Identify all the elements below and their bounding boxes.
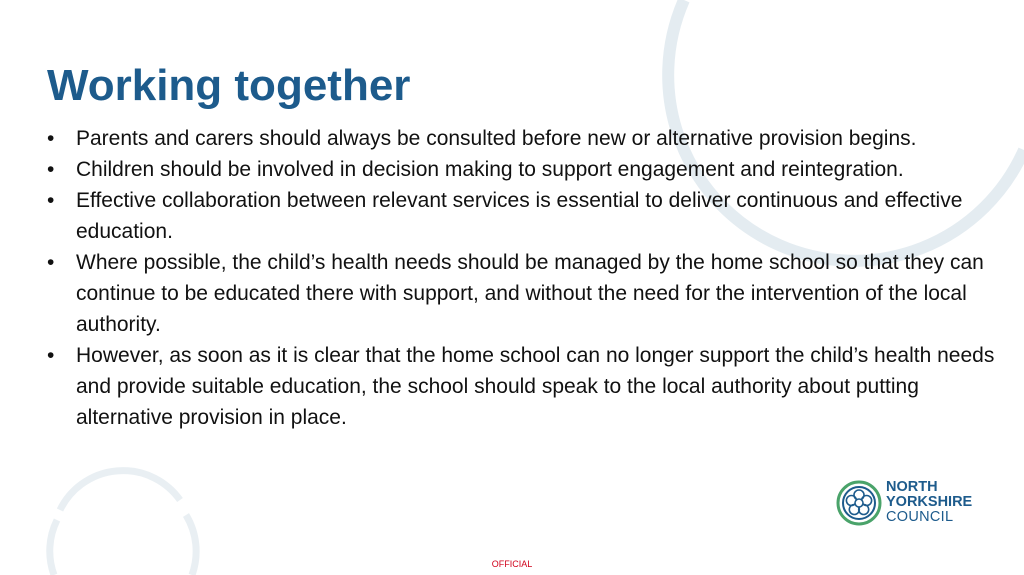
bullet-item: [47, 247, 1007, 340]
rose-emblem-icon: [836, 478, 882, 528]
bullet-text: However, as soon as it is clear that the home school can no longer support the child’s health needs and provide suitable education, the school should speak to the local authority about putting alternative provision in place.: [76, 344, 995, 429]
council-logo: [836, 478, 986, 528]
bullet-dot: •: [47, 344, 55, 367]
logo-line-yorkshire: YORKSHIRE: [886, 494, 973, 510]
logo-line-council: COUNCIL: [886, 509, 954, 525]
bullet-text: Where possible, the child’s health needs should be managed by the home school so that they can continue to be educated there with support, and without the need for the intervention of the local authority.: [76, 251, 984, 336]
bullet-item: [47, 154, 1007, 185]
bullet-dot: •: [47, 127, 55, 150]
bullet-text: Parents and carers should always be consulted before new or alternative provision begins.: [76, 127, 917, 150]
logo-line-north: NORTH: [886, 479, 938, 495]
slide-title: Working together: [47, 61, 411, 110]
bullet-dot: •: [47, 189, 55, 212]
bullet-item: [47, 185, 1007, 247]
bullet-dot: •: [47, 251, 55, 274]
bullet-text: Effective collaboration between relevant services is essential to deliver continuous and effective education.: [76, 189, 963, 243]
bullet-text: Children should be involved in decision making to support engagement and reintegration.: [76, 158, 904, 181]
logo-wordmark: [886, 480, 972, 525]
bullet-item: [47, 340, 1007, 433]
bullet-item: [47, 123, 1007, 154]
classification-label: OFFICIAL: [491, 559, 533, 569]
bullet-dot: •: [47, 158, 55, 181]
bullet-list: [47, 123, 1007, 433]
